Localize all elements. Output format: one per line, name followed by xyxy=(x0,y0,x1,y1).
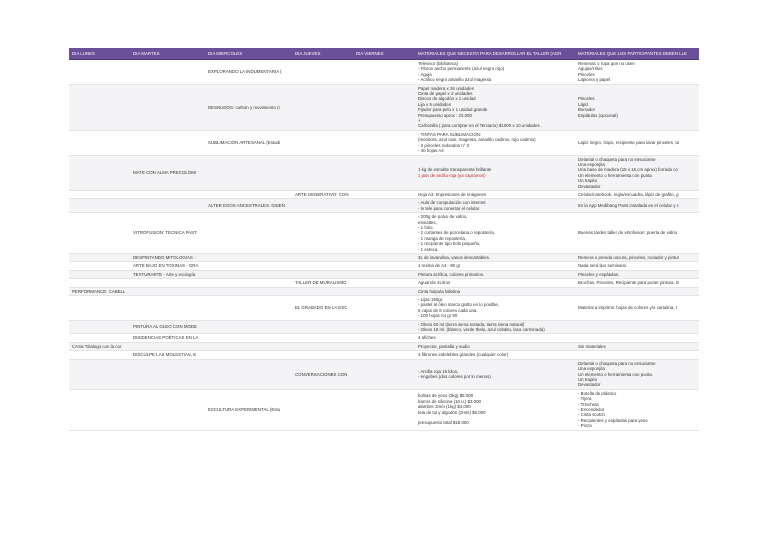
cell-participantes[interactable] xyxy=(575,60,699,85)
cell-materiales[interactable] xyxy=(415,320,575,334)
cell-jueves[interactable] xyxy=(292,60,353,85)
cell-viernes[interactable] xyxy=(353,130,415,155)
table-row xyxy=(69,190,699,198)
cell-miercoles[interactable] xyxy=(205,190,292,198)
cell-text: CASa "Dialogo con la cor xyxy=(72,343,122,349)
cell-text: Aguarrás 4Litros xyxy=(418,280,451,286)
cell-jueves[interactable] xyxy=(292,389,353,430)
table-row xyxy=(69,130,699,155)
cell-participantes[interactable] xyxy=(575,359,699,389)
cell-text: 3L de lavandina, vasos descartables. xyxy=(418,255,491,260)
cell-martes[interactable] xyxy=(130,296,205,321)
cell-viernes[interactable] xyxy=(353,199,415,213)
cell-viernes[interactable] xyxy=(353,351,415,359)
cell-participantes[interactable] xyxy=(575,155,699,190)
cell-miercoles[interactable] xyxy=(205,359,292,389)
table-row xyxy=(69,213,699,254)
cell-participantes[interactable] xyxy=(575,270,699,278)
cell-miercoles[interactable] xyxy=(205,287,292,295)
cell-miercoles[interactable] xyxy=(205,84,292,130)
cell-jueves[interactable] xyxy=(292,199,353,213)
cell-text: Televisor (biblioteca) - Fibron ancho permanente (azul negro rojo) - Aguja - Acrilico negro amarillo azul magenta xyxy=(418,61,505,83)
cell-miercoles[interactable] xyxy=(205,342,292,350)
cell-martes[interactable] xyxy=(130,342,205,350)
cell-participantes[interactable] xyxy=(575,254,699,262)
cell-materiales[interactable] xyxy=(415,213,575,254)
cell-materiales[interactable] xyxy=(415,254,575,262)
cell-lunes[interactable] xyxy=(69,287,130,295)
cell-materiales[interactable] xyxy=(415,155,575,190)
cell-miercoles[interactable] xyxy=(205,155,292,190)
cell-lunes[interactable] xyxy=(69,84,130,130)
cell-text: SUBLIMACIÓN ARTESANAL (Estudi xyxy=(208,139,280,145)
table-row xyxy=(69,334,699,342)
cell-participantes[interactable] xyxy=(575,213,699,254)
cell-martes[interactable] xyxy=(130,270,205,278)
cell-jueves[interactable] xyxy=(292,155,353,190)
table-row xyxy=(69,342,699,350)
cell-jueves[interactable] xyxy=(292,254,353,262)
cell-text: Pinceles Lápiz Borrador Espátulas (opcional) xyxy=(578,96,618,118)
cell-lunes[interactable] xyxy=(69,262,130,270)
cell-materiales[interactable] xyxy=(415,359,575,389)
cell-martes[interactable] xyxy=(130,213,205,254)
cell-text: ESCULTURA EXPERIMENTAL (Estu xyxy=(208,406,281,412)
cell-text: Lapiz negro, trapo, recipiente para lavar pinceles, ta xyxy=(578,139,680,145)
cell-viernes[interactable] xyxy=(353,320,415,334)
cell-viernes[interactable] xyxy=(353,287,415,295)
cell-martes[interactable] xyxy=(130,60,205,85)
cell-lunes[interactable] xyxy=(69,320,130,334)
cell-martes[interactable] xyxy=(130,155,205,190)
cell-materiales[interactable] xyxy=(415,190,575,198)
cell-lunes[interactable] xyxy=(69,389,130,430)
cell-text: Pintura acrílica, colores primarios. xyxy=(418,271,485,277)
header-participantes[interactable]: MATERIALES QUE LOS PARTICIPANTES DEBEN LLE xyxy=(575,48,699,60)
cell-text: Brochas, Pinceles, Recipiente para poner pintura, G xyxy=(578,280,680,286)
cell-jueves[interactable] xyxy=(292,351,353,359)
cell-miercoles[interactable] xyxy=(205,389,292,430)
cell-text: ARTE BAJO EN TOXINAS - GRA xyxy=(133,263,199,269)
cell-lunes[interactable] xyxy=(69,130,130,155)
cell-lunes[interactable] xyxy=(69,296,130,321)
cell-text: Proyector, pantalla y audio xyxy=(418,343,470,349)
cell-jueves[interactable] xyxy=(292,334,353,342)
cell-martes[interactable] xyxy=(130,334,205,342)
cell-text: DESPINTANDO MITOLOGIAS - xyxy=(133,255,196,260)
cell-participantes[interactable] xyxy=(575,389,699,430)
cell-viernes[interactable] xyxy=(353,254,415,262)
cell-materiales[interactable] xyxy=(415,389,575,430)
header-materiales[interactable]: MATERIALES QUE NECESITA PARA DESARROLLAR EL TALLER (AGR xyxy=(415,48,575,60)
cell-lunes[interactable] xyxy=(69,60,130,85)
cell-materiales[interactable] xyxy=(415,296,575,321)
cell-participantes[interactable] xyxy=(575,130,699,155)
cell-text: EL GRABADO EN LA ESC xyxy=(295,305,348,311)
cell-participantes[interactable] xyxy=(575,199,699,213)
cell-jueves[interactable] xyxy=(292,84,353,130)
cell-participantes[interactable] xyxy=(575,296,699,321)
cell-miercoles[interactable] xyxy=(205,351,292,359)
cell-text: PINTURA AL OLEO CON MODE xyxy=(133,324,198,330)
table-row xyxy=(69,60,699,85)
cell-participantes[interactable] xyxy=(575,287,699,295)
cell-viernes[interactable] xyxy=(353,279,415,287)
cell-text: DISCULPE LAS MOLESTIAS, E xyxy=(133,352,197,358)
cell-text: Papel madera x 26 unidades Cinta de papel x 2 unidades Discos de algodón x 1 unidad Lija x 5 unidades Fijador para pelo x 1 unidad grande Presupuesto aprox : 22.000 + Carbonilla ( para comprar en el Terciario) $1000 x 10 unidades . xyxy=(418,85,543,129)
cell-viernes[interactable] xyxy=(353,190,415,198)
table-row xyxy=(69,320,699,334)
cell-participantes[interactable] xyxy=(575,334,699,342)
cell-text: 3 fibrones indelebles grandes (cualquier color) xyxy=(418,352,509,358)
cell-materiales[interactable] xyxy=(415,262,575,270)
cell-viernes[interactable] xyxy=(353,84,415,130)
cell-miercoles[interactable] xyxy=(205,270,292,278)
cell-martes[interactable] xyxy=(130,254,205,262)
cell-miercoles[interactable] xyxy=(205,213,292,254)
cell-miercoles[interactable] xyxy=(205,320,292,334)
spreadsheet-view xyxy=(69,48,699,496)
table-row xyxy=(69,296,699,321)
cell-jueves[interactable] xyxy=(292,296,353,321)
cell-text: - 200g de polvo de vidrio, esmaltes, - 1 folio, - 2 cortantes de porcelana o repostería, - 1 manga de repostería, - 1 recipiente tipo bols pequeño, - 1 esteca. xyxy=(418,214,495,252)
cell-jueves[interactable] xyxy=(292,287,353,295)
cell-martes[interactable] xyxy=(130,359,205,389)
cell-martes[interactable] xyxy=(130,389,205,430)
cell-materiales[interactable] xyxy=(415,130,575,155)
cell-text: 1 resma de A4 - 90 gr xyxy=(418,263,461,269)
cell-viernes[interactable] xyxy=(353,334,415,342)
cell-text: DISIDENCIAS POÉTICAS EN LA xyxy=(133,335,199,341)
cell-viernes[interactable] xyxy=(353,296,415,321)
cell-viernes[interactable] xyxy=(353,213,415,254)
highlighted-cell-text: 1 pan de arcilla roja (ya capramos) xyxy=(418,172,486,178)
cell-text: Cinta hulpula falletina xyxy=(418,288,460,294)
cell-participantes[interactable] xyxy=(575,84,699,130)
cell-miercoles[interactable] xyxy=(205,60,292,85)
table-row xyxy=(69,389,699,430)
cell-text: bolsas de yeso (2kg) $5.000 barros de silicona (10 u.) $3.000 alambre 2mm (1kg) $4.000 tela de tul y algodón (2mts) $6.000 presupuesto total $18.000 xyxy=(418,393,486,426)
cell-text: Buenas tardes taller de vitrofusion: puerta de vidrio. xyxy=(578,230,679,236)
cell-participantes[interactable] xyxy=(575,320,699,334)
cell-text: - Aula de computación con internet - tv tele para conectar el celular xyxy=(418,200,486,211)
table-row xyxy=(69,254,699,262)
cell-lunes[interactable] xyxy=(69,279,130,287)
cell-jueves[interactable] xyxy=(292,262,353,270)
header-lunes[interactable]: DIA LUNES xyxy=(69,48,130,60)
header-row xyxy=(69,48,699,60)
cell-text: Remeras o ropa que no usen Agujas/Hilos Pinceles Lapicera y papel xyxy=(578,61,635,83)
cell-viernes[interactable] xyxy=(353,60,415,85)
cell-materiales[interactable] xyxy=(415,270,575,278)
cell-text: PERFORMANCE: CABELL xyxy=(72,288,126,294)
cell-materiales[interactable] xyxy=(415,199,575,213)
cell-lunes[interactable] xyxy=(69,359,130,389)
cell-martes[interactable] xyxy=(130,262,205,270)
header-jueves[interactable]: DIA JUEVES xyxy=(292,48,353,60)
cell-lunes[interactable] xyxy=(69,342,130,350)
table-row xyxy=(69,351,699,359)
cell-lunes[interactable] xyxy=(69,213,130,254)
cell-viernes[interactable] xyxy=(353,389,415,430)
table-row xyxy=(69,287,699,295)
cell-martes[interactable] xyxy=(130,190,205,198)
cell-materiales[interactable] xyxy=(415,279,575,287)
cell-text: TALLER DE MURALISMO xyxy=(295,280,347,286)
table-row xyxy=(69,270,699,278)
cell-text: Celular/notebook, regla/escuadra, lápiz de grafito, g xyxy=(578,191,679,197)
cell-martes[interactable] xyxy=(130,199,205,213)
cell-martes[interactable] xyxy=(130,279,205,287)
cell-jueves[interactable] xyxy=(292,320,353,334)
cell-miercoles[interactable] xyxy=(205,199,292,213)
cell-miercoles[interactable] xyxy=(205,262,292,270)
cell-miercoles[interactable] xyxy=(205,254,292,262)
cell-viernes[interactable] xyxy=(353,359,415,389)
cell-text: - TINTAS PARA SUBLIMACIÓN: (monitora, azul cian, magenta, amarillo cadmio, rojo cadmio) - 3 pinceles redondos n° 0 - 40 hojas A4 xyxy=(418,131,536,154)
cell-jueves[interactable] xyxy=(292,342,353,350)
table-row xyxy=(69,84,699,130)
cell-lunes[interactable] xyxy=(69,155,130,190)
cell-jueves[interactable] xyxy=(292,270,353,278)
cell-lunes[interactable] xyxy=(69,351,130,359)
cell-viernes[interactable] xyxy=(353,155,415,190)
cell-materiales[interactable] xyxy=(415,334,575,342)
cell-jueves[interactable] xyxy=(292,279,353,287)
cell-text: ALTER EGOS ANCESTRALES: DISEÑ xyxy=(208,203,285,209)
cell-lunes[interactable] xyxy=(69,254,130,262)
cell-text: - Lijas 150gr. - pastel al óleo marca giotto en lo posible, 5 cajas de 6 colores cada una. - 100 hojas A4 gr 90 xyxy=(418,297,500,319)
cell-text: Remera o prenda oscura, pinceles, rociador y pintur xyxy=(578,255,680,260)
cell-miercoles[interactable] xyxy=(205,130,292,155)
cell-text: MATE CON ALMA PRECOLOMI xyxy=(133,170,197,176)
cell-text: ARTE GENERATIVO: CON xyxy=(295,191,349,197)
cell-materiales[interactable] xyxy=(415,84,575,130)
header-miercoles[interactable]: DIA MIERCOLES xyxy=(205,48,292,60)
cell-miercoles[interactable] xyxy=(205,296,292,321)
cell-lunes[interactable] xyxy=(69,190,130,198)
cell-martes[interactable] xyxy=(130,130,205,155)
cell-jueves[interactable] xyxy=(292,213,353,254)
cell-text: Es la App Medibang Paint instalada en el celular y c xyxy=(578,203,679,209)
cell-lunes[interactable] xyxy=(69,270,130,278)
cell-miercoles[interactable] xyxy=(205,279,292,287)
table-row xyxy=(69,199,699,213)
cell-materiales[interactable] xyxy=(415,287,575,295)
cell-jueves[interactable] xyxy=(292,359,353,389)
cell-text: EXPLORANDO LA INDUMENTARIA ( xyxy=(208,69,282,75)
cell-jueves[interactable] xyxy=(292,130,353,155)
cell-text: TEXTURARTE - Arte y ecología xyxy=(133,271,196,277)
cell-materiales[interactable] xyxy=(415,342,575,350)
cell-jueves[interactable] xyxy=(292,190,353,198)
cell-viernes[interactable] xyxy=(353,270,415,278)
cell-lunes[interactable] xyxy=(69,199,130,213)
workshop-schedule-table xyxy=(69,48,699,431)
cell-participantes[interactable] xyxy=(575,190,699,198)
cell-text: Sin materiales xyxy=(578,343,606,349)
cell-participantes[interactable] xyxy=(575,262,699,270)
cell-martes[interactable] xyxy=(130,84,205,130)
header-martes[interactable]: DIA MARTES xyxy=(130,48,205,60)
header-viernes[interactable]: DIA VIERNES xyxy=(353,48,415,60)
cell-martes[interactable] xyxy=(130,320,205,334)
cell-text: 4 afiches xyxy=(418,335,436,341)
cell-materiales[interactable] xyxy=(415,351,575,359)
cell-viernes[interactable] xyxy=(353,342,415,350)
cell-text: Pinceles y espátulas. xyxy=(578,271,620,277)
cell-text: Nada será lipo semisano xyxy=(578,263,627,269)
table-row xyxy=(69,279,699,287)
cell-participantes[interactable] xyxy=(575,342,699,350)
table-row xyxy=(69,155,699,190)
cell-text: Delantal o chaqueta para no ensuciarse Una esponjita Un elemento o herramienta con punta. Un trapito Devastador xyxy=(578,360,656,388)
cell-lunes[interactable] xyxy=(69,334,130,342)
cell-materiales[interactable] xyxy=(415,60,575,85)
cell-text: DESNUDOS: carbón y movimiento (I xyxy=(208,104,280,110)
cell-viernes[interactable] xyxy=(353,262,415,270)
table-row xyxy=(69,262,699,270)
cell-text: - Botella de plástico - Tijera - Trincheta - Encendedor - Cinta scotch - Recipientes y espátulas para yeso - Pinza xyxy=(578,390,648,429)
cell-text: VITROFUSION: TECNICA PAST. xyxy=(133,230,198,236)
cell-martes[interactable] xyxy=(130,351,205,359)
cell-text: Material a imprimir, hojas de colores y/o cartulina, t xyxy=(578,305,677,311)
cell-text: - Oleos 60 ml (tierra siena tostada, tierra siena natural) - Oleos 18 ml. (blanco, verde thalo, azul cobalto, laca carminada) xyxy=(418,321,545,333)
cell-text: - Arcilla roja 15 kilos, - engobes (dos colores por lo menos) xyxy=(418,368,491,380)
cell-participantes[interactable] xyxy=(575,351,699,359)
cell-participantes[interactable] xyxy=(575,279,699,287)
cell-text: Delantal o chaqueta para no ensuciarse Una esponjita Una base de madera (15 x 15 cm aprox) forrada co Un elemento o herramienta con punta Un trapito Devastador xyxy=(578,156,678,189)
cell-text: CONVERSACIONES CON xyxy=(295,371,348,377)
table-row xyxy=(69,359,699,389)
cell-miercoles[interactable] xyxy=(205,334,292,342)
cell-text: Hoja A3: Impresiones de imágenes xyxy=(418,191,487,197)
cell-martes[interactable] xyxy=(130,287,205,295)
cell-text: 1 kg de esmalte transparente brillante xyxy=(418,167,492,173)
